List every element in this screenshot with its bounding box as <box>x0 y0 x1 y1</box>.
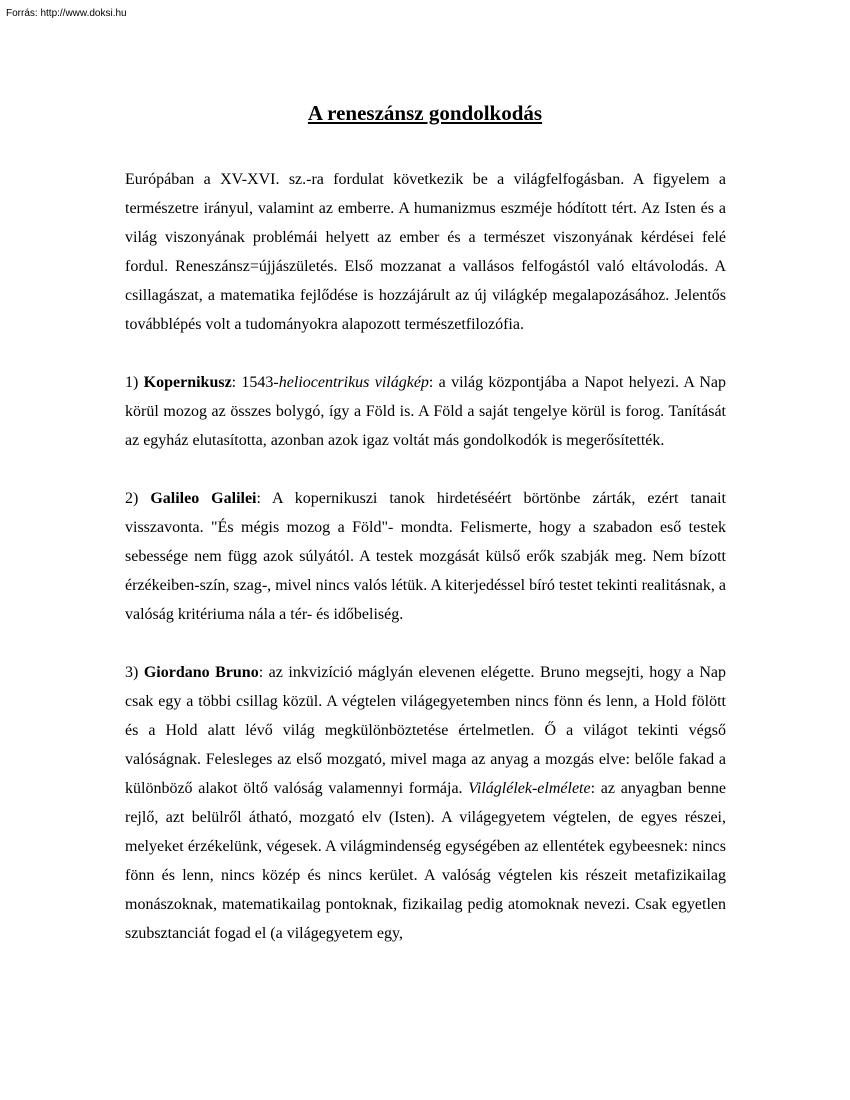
section-term: heliocentrikus világkép <box>278 374 429 391</box>
source-note: Forrás: http://www.doksi.hu <box>6 8 127 19</box>
intro-paragraph: Európában a XV-XVI. sz.-ra fordulat következik be a világfelfogásban. A figyelem a természetre irányul, valamint az emberre. A humanizmus eszméje hódított tért. Az Isten és a világ viszonyának problémái helyett az ember és a természet viszonyának kérdései felé fordul. Reneszánsz=újjászületés. Első mozzanat a vallásos felfogástól való eltávolodás. A csillagászat, a matematika fejlődése is hozzájárult az új világkép megalapozásához. Jelentős továbblépés volt a tudományokra alapozott természetfilozófia. <box>125 171 726 333</box>
section-galilei <box>125 484 726 629</box>
document-body <box>125 165 726 948</box>
section-name: Kopernikusz <box>143 374 232 391</box>
section-text: : az inkvizíció máglyán elevenen elégette. Bruno megsejti, hogy a Nap csak egy a többi csillag közül. A végtelen világegyetemben nincs fönn és lenn, a Hold fölött és a Hold alatt lévő világ megkülönböztetése értelmetlen. Ő a világot tekinti végső valóságnak. Felesleges az első mozgató, mivel maga az anyag a mozgás elve: belőle fakad a különböző alakot öltő valóság valamennyi formája. <box>125 664 727 797</box>
page-title: A reneszánsz gondolkodás <box>307 101 543 125</box>
section-name: Galileo Galilei <box>150 490 257 507</box>
section-kopernikusz <box>125 368 726 455</box>
section-number: 1) <box>125 374 144 391</box>
section-name: Giordano Bruno <box>143 664 259 681</box>
section-term: Világlélek-elmélete <box>468 780 591 797</box>
section-bruno <box>125 658 726 948</box>
section-pre-text: : 1543- <box>231 374 279 391</box>
section-number: 2) <box>125 490 151 507</box>
section-text: : a világ központjába a Napot helyezi. A Nap körül mozog az összes bolygó, így a Föld is. A Föld a saját tengelye körül is forog. Tanítását az egyház elutasította, azonban azok igaz voltát más gondolkodók is megerősítették. <box>125 374 727 449</box>
section-number: 3) <box>125 664 144 681</box>
section-text-continued: : az anyagban benne rejlő, azt belülről átható, mozgató elv (Isten). A világegyetem végtelen, de egyes részei, melyeket érzékelünk, végesek. A világmindenség egységében az ellentétek egybeesnek: nincs fönn és lenn, nincs közép és nincs kerület. A valóság végtelen kis részeit metafizikailag monászoknak, matematikailag pontoknak, fizikailag pedig atomoknak nevezi. Csak egyetlen szubsztanciát fogad el (a világegyetem egy, <box>125 780 726 942</box>
section-text: : A kopernikuszi tanok hirdetéséért börtönbe zárták, ezért tanait visszavonta. "És mégis mozog a Föld"- mondta. Felismerte, hogy a szabadon eső testek sebessége nem függ azok súlyától. A testek mozgását külső erők szabják meg. Nem bízott érzékeiben-szín, szag-, mivel nincs valós létük. A kiterjedéssel bíró testet tekinti realitásnak, a valóság kritériuma nála a tér- és időbeliség. <box>125 490 727 623</box>
